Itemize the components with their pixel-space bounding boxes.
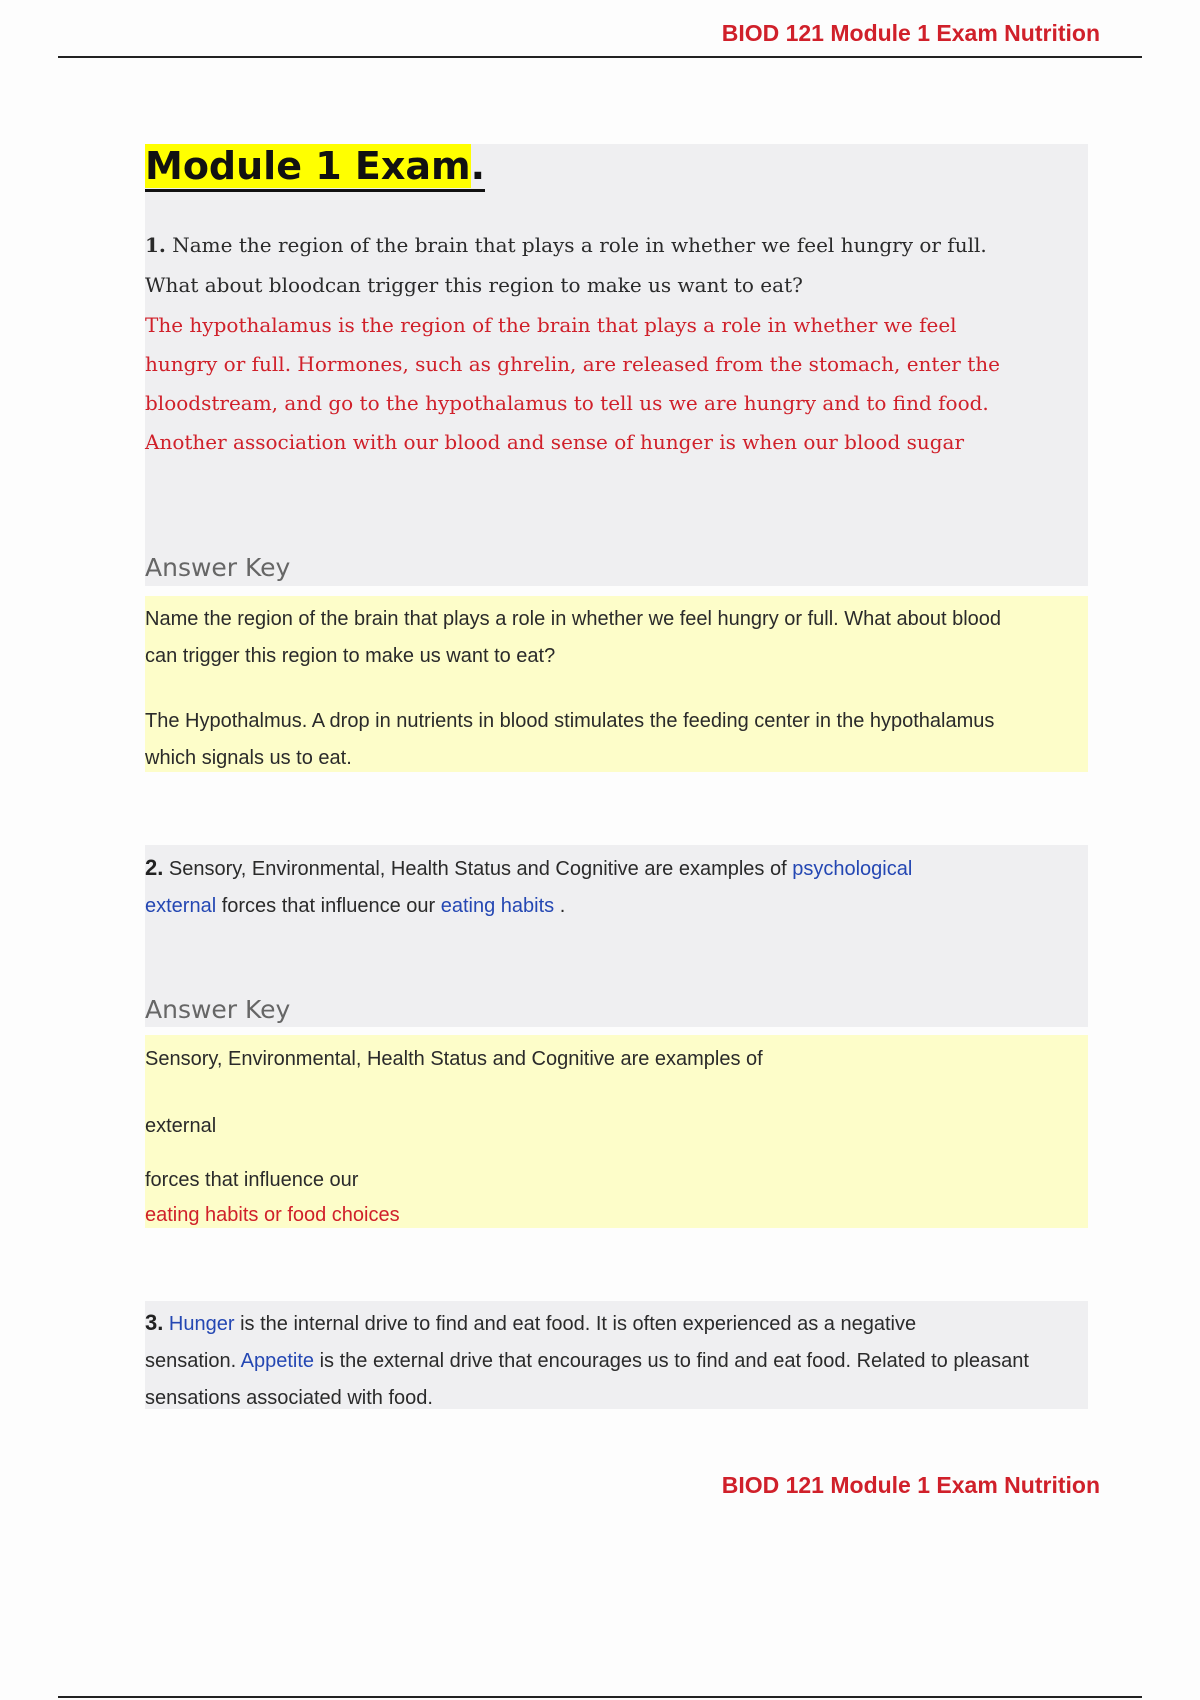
page-title-punct: . bbox=[470, 144, 486, 188]
question-2-text-b: forces that influence our bbox=[221, 895, 436, 917]
question-1-answer-line: Another association with our blood and sense of hunger is when our blood sugar bbox=[145, 430, 965, 454]
footer-divider bbox=[58, 1696, 1142, 1698]
page-title bbox=[145, 143, 485, 192]
answer-key-1-question bbox=[145, 601, 1080, 675]
question-3-term-hunger: Hunger bbox=[168, 1313, 235, 1335]
footer-title: BIOD 121 Module 1 Exam Nutrition bbox=[721, 1472, 1100, 1498]
question-2-blank-1: psychological bbox=[792, 858, 913, 880]
answer-key-2-line-4: eating habits or food choices bbox=[145, 1204, 400, 1226]
answer-key-1-question-line: can trigger this region to make us want to eat? bbox=[145, 645, 556, 667]
answer-key-1-answer-line: The Hypothalmus. A drop in nutrients in blood stimulates the feeding center in the hypothalamus bbox=[145, 710, 995, 732]
question-1-answer bbox=[145, 306, 1065, 462]
page-title-text: Module 1 Exam bbox=[145, 144, 471, 188]
question-3-text-a: is the internal drive to find and eat food. It is often experienced as a negative bbox=[240, 1313, 917, 1335]
question-3-number: 3. bbox=[145, 1310, 164, 1335]
answer-key-heading-1: Answer Key bbox=[145, 553, 291, 582]
answer-key-1-question-line: Name the region of the brain that plays a role in whether we feel hungry or full. What about blood bbox=[145, 608, 1002, 630]
question-2-blank-2: external bbox=[145, 895, 217, 917]
question-2-text bbox=[145, 849, 1080, 925]
question-1-answer-line: bloodstream, and go to the hypothalamus to tell us we are hungry and to find food. bbox=[145, 391, 989, 415]
answer-key-1-answer bbox=[145, 703, 1080, 777]
header-divider bbox=[58, 56, 1142, 58]
question-3-text bbox=[145, 1304, 1080, 1417]
question-1-answer-line: hungry or full. Hormones, such as ghrelin, are released from the stomach, enter the bbox=[145, 352, 1000, 376]
answer-key-2-line-2: external bbox=[145, 1115, 217, 1137]
question-3-text-b: sensation. bbox=[145, 1350, 237, 1372]
answer-key-2-line-3: forces that influence our bbox=[145, 1169, 359, 1191]
question-3-term-appetite: Appetite bbox=[240, 1350, 315, 1372]
question-2-number: 2. bbox=[145, 855, 164, 880]
question-2-text-c: . bbox=[559, 895, 566, 917]
question-1-number: 1. bbox=[145, 233, 166, 257]
question-2-blank-3: eating habits bbox=[440, 895, 555, 917]
question-1-line-2: What about bloodcan trigger this region to make us want to eat? bbox=[145, 273, 803, 297]
question-3-text-c: is the external drive that encourages us to find and eat food. Related to pleasant bbox=[319, 1350, 1029, 1372]
answer-key-2-line-1: Sensory, Environmental, Health Status and Cognitive are examples of bbox=[145, 1048, 763, 1070]
question-3-text-d: sensations associated with food. bbox=[145, 1387, 433, 1409]
answer-key-1-answer-line: which signals us to eat. bbox=[145, 747, 352, 769]
answer-key-heading-2: Answer Key bbox=[145, 995, 291, 1024]
question-2-text-a: Sensory, Environmental, Health Status and Cognitive are examples of bbox=[168, 858, 787, 880]
question-1-line-1: Name the region of the brain that plays a role in whether we feel hungry or full. bbox=[172, 233, 987, 257]
running-header-title: BIOD 121 Module 1 Exam Nutrition bbox=[721, 20, 1100, 46]
question-1-text bbox=[145, 225, 1065, 305]
question-1-answer-line: The hypothalamus is the region of the brain that plays a role in whether we feel bbox=[145, 313, 957, 337]
